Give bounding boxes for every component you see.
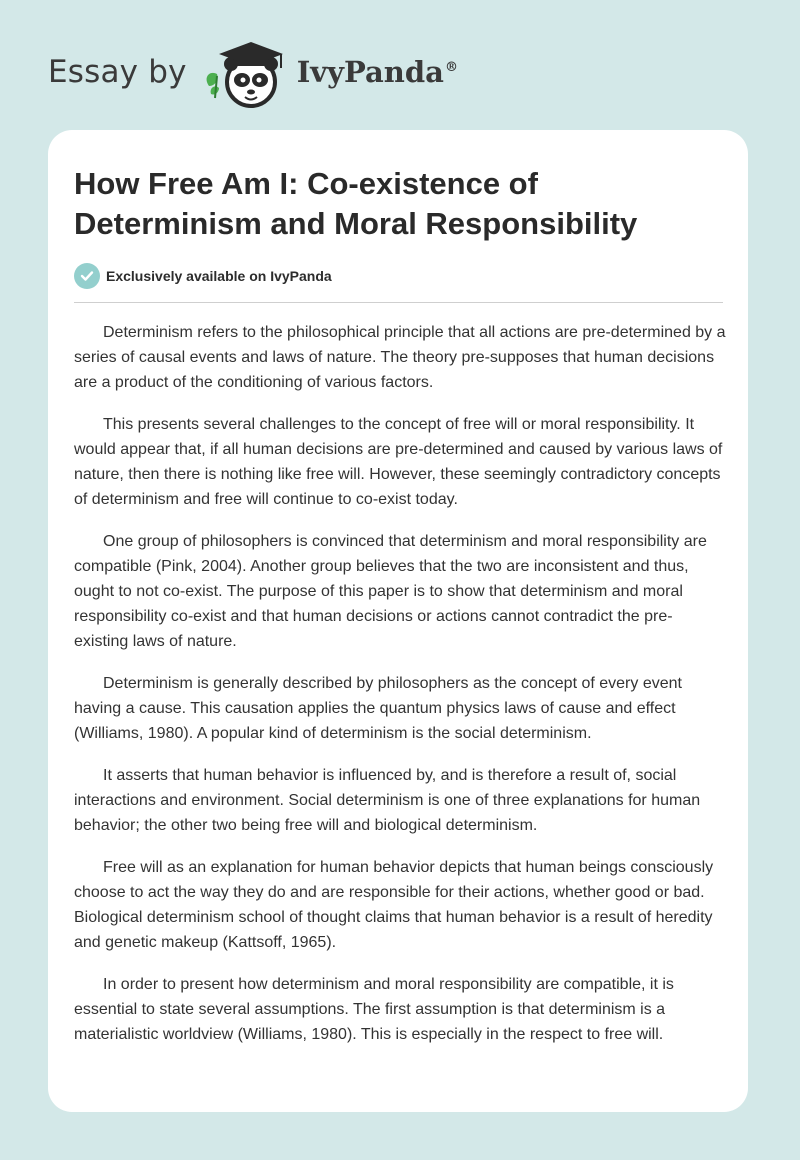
paragraph: Determinism refers to the philosophical principle that all actions are pre-determined by a series of causal events and laws of nature. The theory pre-supposes that human decisions are a product of the conditioning of various factors.: [74, 324, 726, 391]
page-title: How Free Am I: Co-existence of Determinism and Moral Responsibility: [74, 166, 638, 241]
exclusive-badge-label: Exclusively available on IvyPanda: [106, 268, 332, 284]
essay-by-label: Essay by: [48, 54, 187, 90]
paragraph: Determinism is generally described by philosophers as the concept of every event having a cause. This causation applies the quantum physics laws of cause and effect (Williams, 1980). A popular kind of determinism is the social determinism.: [74, 675, 682, 742]
divider: [74, 302, 723, 303]
brand-name: IvyPanda®: [296, 55, 458, 89]
site-header: [48, 32, 458, 112]
paragraph: One group of philosophers is convinced that determinism and moral responsibility are compatible (Pink, 2004). Another group believes that the two are inconsistent and thus, ought to not co-exist. The purpose of this paper is to show that determinism and moral responsibility co-exist and that human decisions or actions cannot contradict the pre-existing laws of nature.: [74, 533, 707, 650]
paragraph: It asserts that human behavior is influenced by, and is therefore a result of, social interactions and environment. Social determinism is one of three explanations for human behavior; the other two being free will and biological determinism.: [74, 767, 701, 834]
essay-body: [74, 320, 726, 1064]
exclusive-badge: [74, 263, 332, 289]
paragraph: This presents several challenges to the concept of free will or moral responsibility. It would appear that, if all human decisions are pre-determined and caused by various laws of nature, then there is nothing like free will. However, these seemingly contradictory concepts of determinism and free will continue to co-exist today.: [74, 416, 723, 508]
checkmark-icon: [74, 263, 100, 289]
registered-mark: ®: [444, 60, 458, 76]
essay-card: [48, 130, 748, 1112]
paragraph: Free will as an explanation for human behavior depicts that human beings consciously choose to act the way they do and are responsible for their actions, whether good or bad. Biological determinism school of thought claims that human behavior is a result of heredity and genetic makeup (Kattsoff, 1965).: [74, 859, 714, 951]
ivypanda-logo-link[interactable]: [203, 34, 458, 110]
panda-graduate-icon: [203, 34, 289, 110]
paragraph: In order to present how determinism and moral responsibility are compatible, it is essential to state several assumptions. The first assumption is that determinism is a materialistic worldview (Williams, 1980). This is especially in the respect to free will.: [74, 976, 674, 1043]
